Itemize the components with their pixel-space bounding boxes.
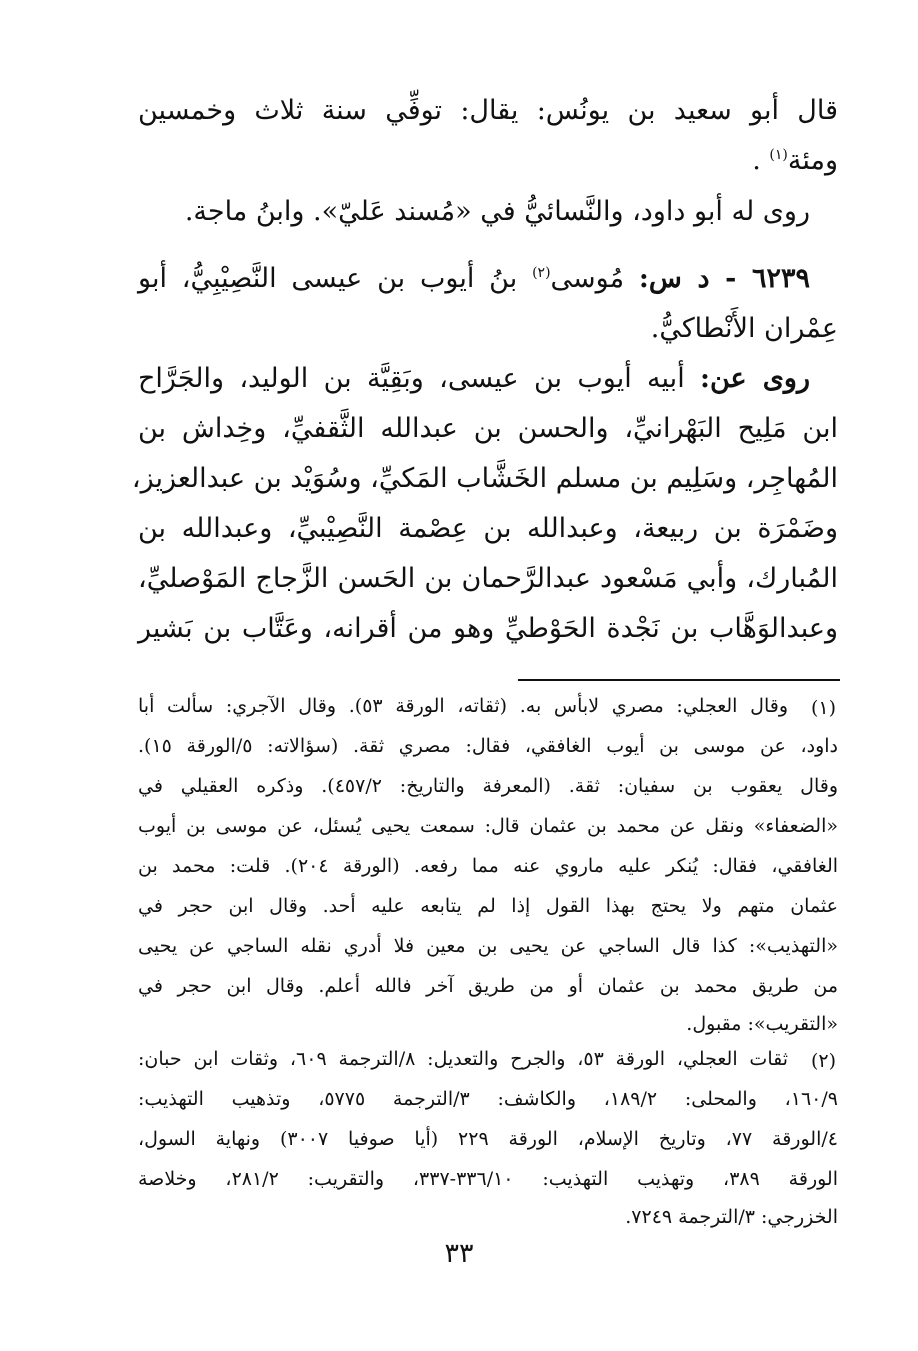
- main-text-line: المُبارك، وأبي مَسْعود عبدالرَّحمان بن الحَسن الزَّجاج المَوْصليِّ،: [138, 563, 838, 594]
- footnote-separator: [518, 679, 840, 681]
- main-text-line: المُهاجِر، وسَلِيم بن مسلم الخَشَّاب المَكيِّ، وسُوَيْد بن عبدالعزيز،: [131, 463, 838, 494]
- main-text-line: وضَمْرَة بن ربيعة، وعبدالله بن عِصْمة النَّصِيْبيِّ، وعبدالله بن: [138, 513, 838, 544]
- footnote-line: من طريق محمد بن عثمان أو من طريق آخر فالله أعلم. وقال ابن حجر في: [138, 975, 838, 997]
- footnote-number: (١): [810, 697, 836, 719]
- main-text-line: عِمْران الأَنْطاكيُّ.: [650, 313, 838, 344]
- entry-number: ٦٢٣٩ - د س:: [638, 263, 811, 294]
- footnote-line: عثمان متهم ولا يحتج بهذا القول إذا لم يتابعه عليه أحد. وقال ابن حجر في: [138, 895, 838, 917]
- footnote-line: وقال يعقوب بن سفيان: ثقة. (المعرفة والتاريخ: ٤٥٧/٢). وذكره العقيلي في: [138, 775, 838, 797]
- footnote-line: ٤/الورقة ٧٧، وتاريخ الإسلام، الورقة ٢٢٩ (أيا صوفيا ٣٠٠٧) ونهاية السول،: [138, 1128, 838, 1150]
- main-text: أبيه أيوب بن عيسى، وبَقِيَّة بن الوليد، والجَرَّاح: [138, 363, 685, 394]
- footnote-line: ثقات العجلي، الورقة ٥٣، والجرح والتعديل: ٨/الترجمة ٦٠٩، وثقات ابن حبان:: [138, 1048, 789, 1070]
- footnote-reference: (١): [769, 147, 788, 163]
- narrators-label: روى عن:: [700, 363, 810, 394]
- footnote-line: وقال العجلي: مصري لابأس به. (ثقاته، الورقة ٥٣). وقال الآجري: سألت أبا: [138, 695, 788, 717]
- footnote-line: «التقريب»: مقبول.: [686, 1013, 838, 1035]
- main-text-line: روى له أبو داود، والنَّسائيُّ في «مُسند عَليّ». وابنُ ماجة.: [184, 196, 810, 227]
- main-text: .: [752, 145, 761, 176]
- footnote-line: الورقة ٣٨٩، وتهذيب التهذيب: ٣٣٦/١٠-٣٣٧، والتقريب: ٢٨١/٢، وخلاصة: [138, 1168, 838, 1190]
- main-text-line: [752, 145, 838, 176]
- entry-heading: [138, 263, 810, 294]
- main-text-line: [138, 363, 810, 394]
- main-text-line: وعبدالوَهَّاب بن نَجْدة الحَوْطيِّ وهو من أقرانه، وعَتَّاب بن بَشير: [138, 613, 838, 644]
- main-text-line: ابن مَلِيح البَهْرانيِّ، والحسن بن عبدالله الثَّقفيِّ، وخِداش بن: [138, 413, 838, 444]
- footnote-line: الغافقي، فقال: يُنكر عليه ماروي عنه مما رفعه. (الورقة ٢٠٤). قلت: محمد بن: [138, 855, 839, 877]
- entry-name: مُوسى: [550, 263, 625, 294]
- footnote-line: «الضعفاء» ونقل عن محمد بن عثمان قال: سمعت يحيى يُسئل، عن موسى بن أيوب: [138, 815, 838, 837]
- footnote-number: (٢): [810, 1050, 836, 1072]
- footnote-line: «التهذيب»: كذا قال الساجي عن يحيى بن معين فلا أدري نقله الساجي عن يحيى: [138, 935, 838, 957]
- page-number: ٣٣: [444, 1238, 474, 1269]
- footnote-line: الخزرجي: ٣/الترجمة ٧٢٤٩.: [625, 1206, 838, 1228]
- main-text: ومئة: [787, 145, 838, 176]
- footnote-reference: (٢): [532, 265, 551, 281]
- footnote-line: ١٦٠/٩، والمحلى: ١٨٩/٢، والكاشف: ٣/الترجمة ٥٧٧٥، وتذهيب التهذيب:: [138, 1088, 838, 1110]
- main-text-line: قال أبو سعيد بن يونُس: يقال: توفِّي سنة ثلاث وخمسين: [138, 95, 838, 126]
- entry-name: بنُ أيوب بن عيسى النَّصِيْبِيُّ، أبو: [138, 263, 518, 294]
- footnote-line: داود، عن موسى بن أيوب الغافقي، فقال: مصري ثقة. (سؤالاته: ٥/الورقة ١٥).: [138, 735, 838, 757]
